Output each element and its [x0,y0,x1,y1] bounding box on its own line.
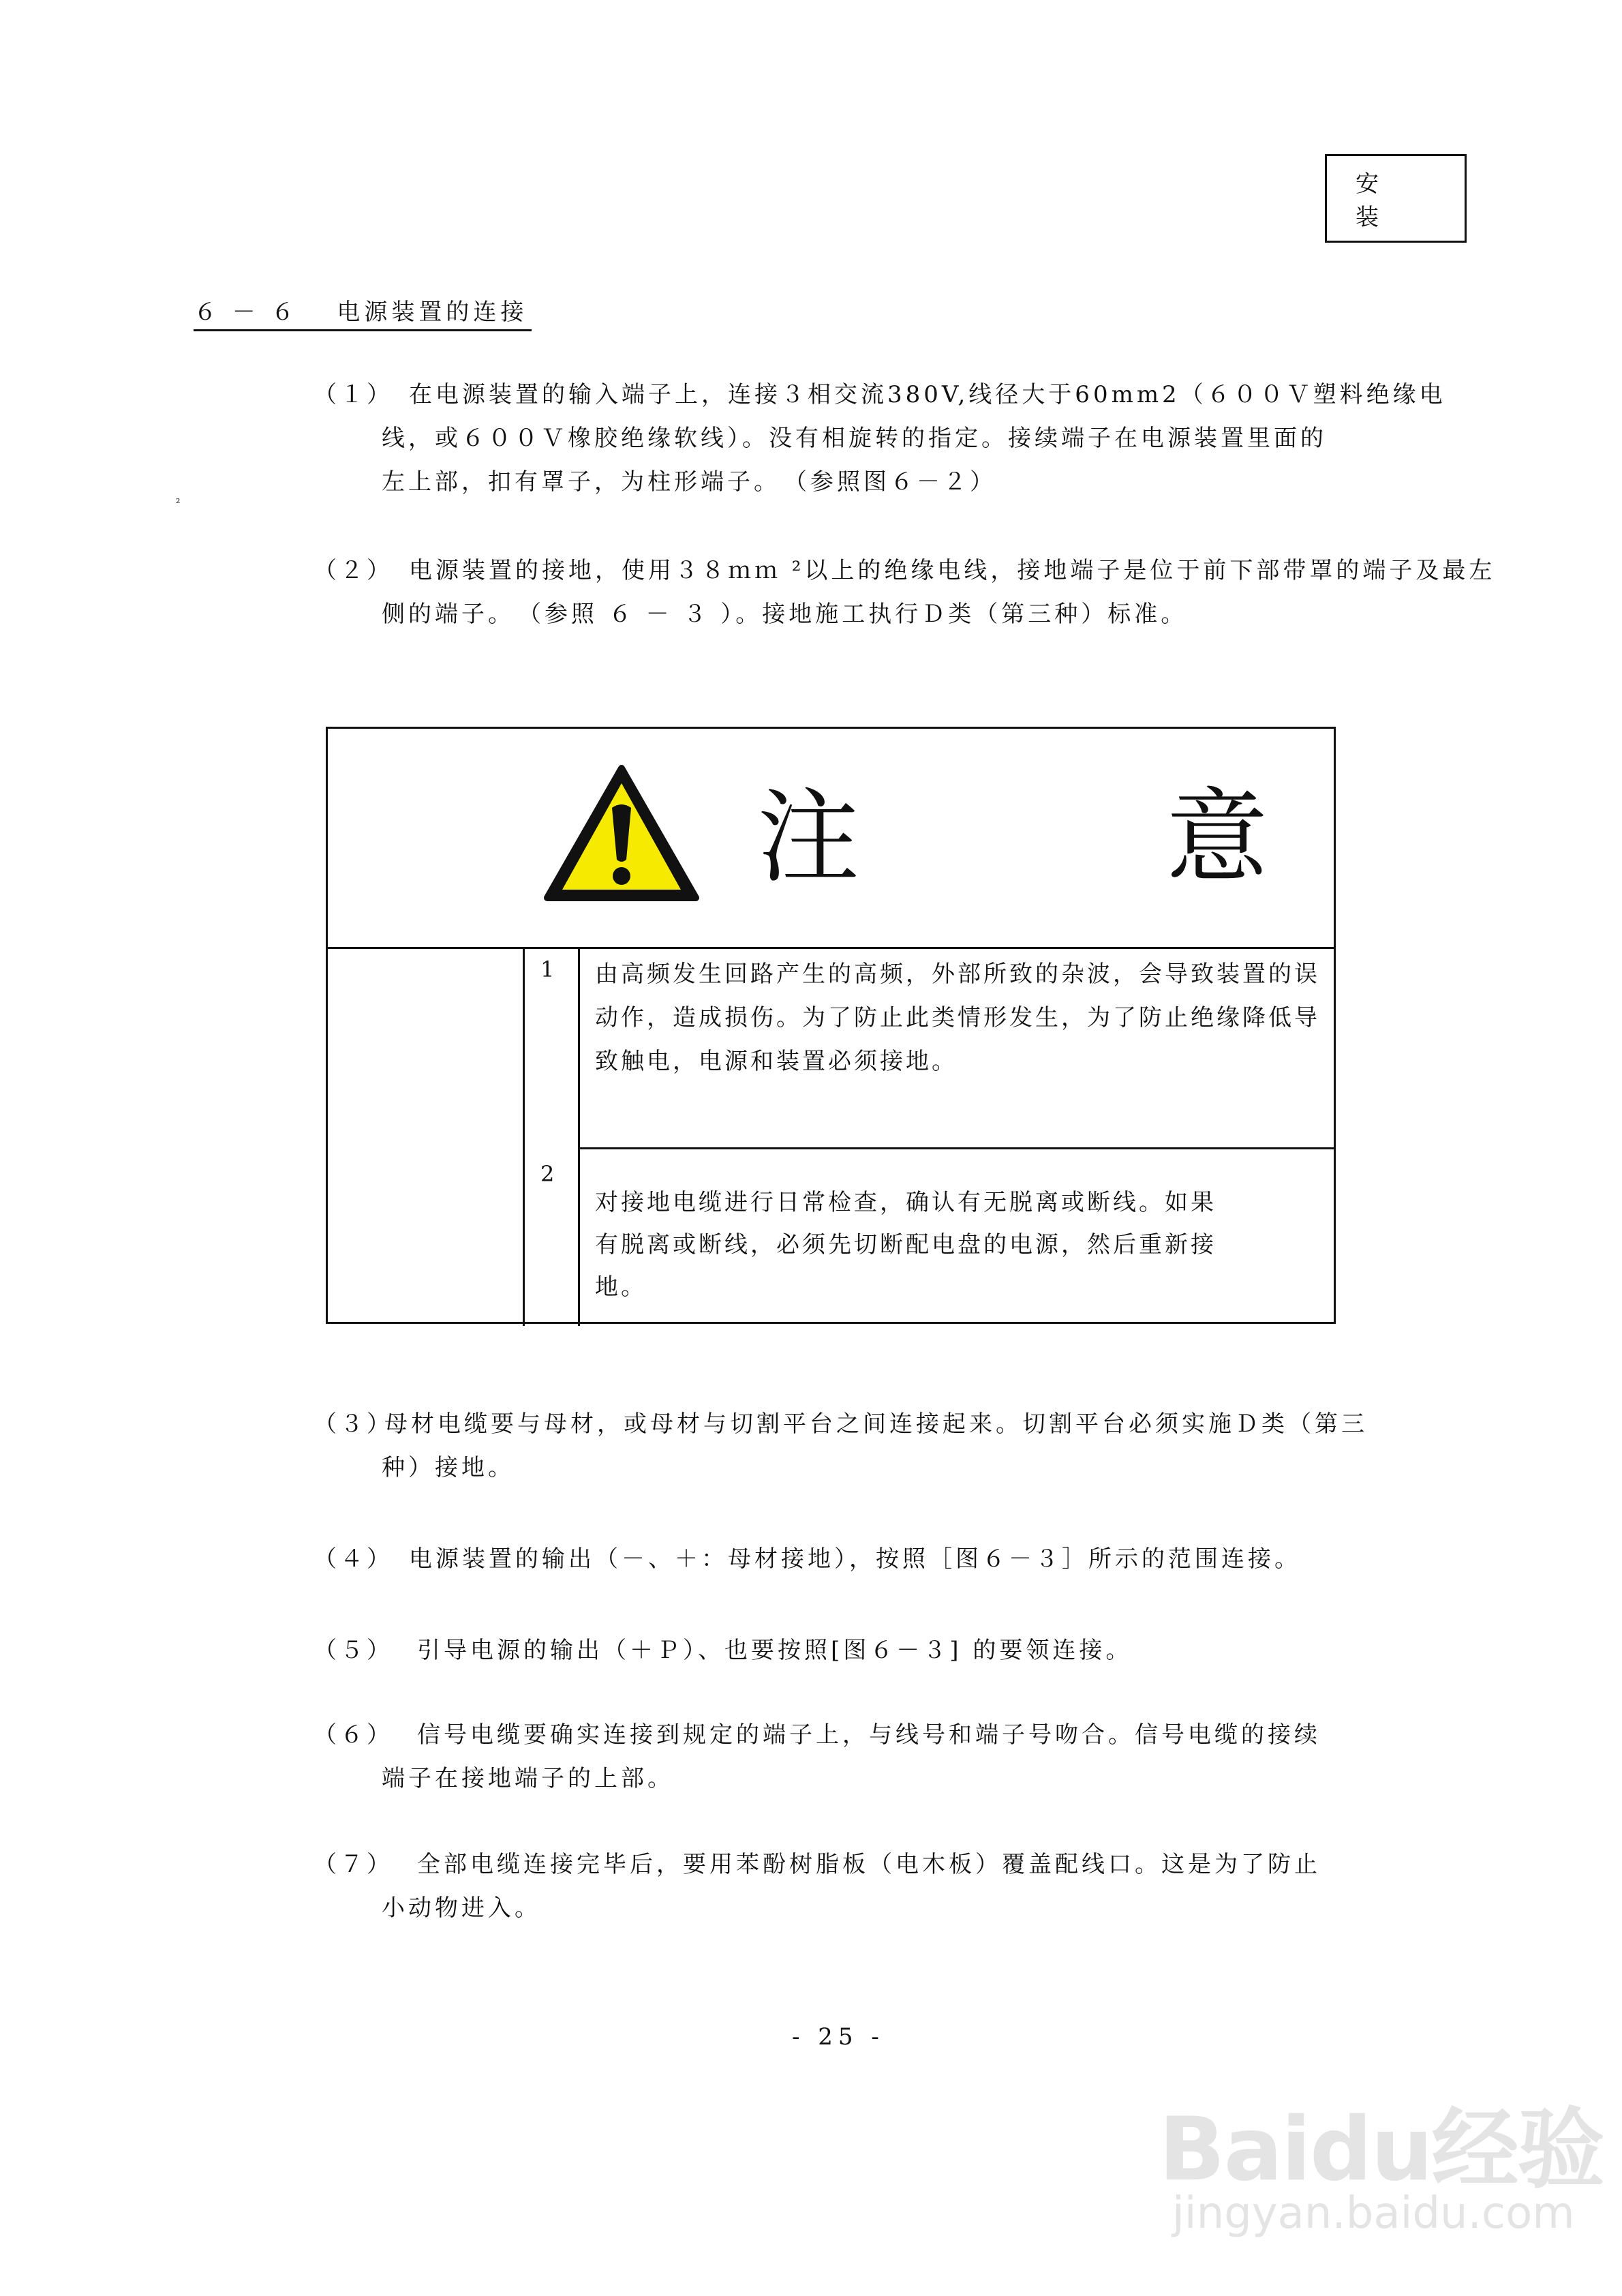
caution-line: 有脱离或断线，必须先切断配电盘的电源，然后重新接 [595,1231,1216,1258]
page-number: - 25 - [792,2023,885,2051]
table-divider [578,947,580,1326]
caution-title: 注 意 [757,779,1371,897]
caution-item-number: 2 [540,1161,555,1187]
caution-item-1 [595,952,1324,1083]
paragraph-line: 在电源装置的输入端子上，连接３相交流380V,线径大于60mm2（６００Ｖ塑料绝缘电 [409,381,1446,408]
watermark-logo: Baidu经验 [1159,2099,1604,2201]
paragraph-line: 电源装置的输出（－、＋：母材接地），按照［图６－３］所示的范围连接。 [409,1545,1301,1573]
paragraph-number: （２） [313,557,393,584]
paragraph-line: 引导电源的输出（＋Ｐ）、也要按照[图６－３] 的要领连接。 [417,1637,1133,1664]
caution-header [328,729,1371,949]
caution-line: 致触电，电源和装置必须接地。 [595,1048,958,1075]
paragraph-number: （４） [313,1545,393,1573]
paragraph-line: 种）接地。 [382,1454,515,1481]
table-divider [523,947,525,1326]
paragraph-line: 端子在接地端子的上部。 [382,1765,674,1792]
paragraph-number: （１） [313,381,393,408]
paragraph-line: 左上部，扣有罩子，为柱形端子。 （参照图６－２） [382,468,996,496]
header-box: 安 装 [1325,154,1467,243]
caution-line: 对接地电缆进行日常检查，确认有无脱离或断线。如果 [595,1189,1216,1216]
stray-mark: ² [176,496,181,509]
paragraph-line: 信号电缆要确实连接到规定的端子上，与线号和端子号吻合。信号电缆的接续 [417,1721,1321,1749]
paragraph-line: 侧的端子。 （参照 ６ － ３ ）。接地施工执行Ｄ类（第三种）标准。 [382,601,1188,628]
paragraph-number: （６） [313,1721,393,1749]
paragraph-line: 全部电缆连接完毕后，要用苯酚树脂板（电木板）覆盖配线口。这是为了防止 [417,1851,1321,1878]
paragraph-number: （５） [313,1637,393,1664]
baidu-watermark [1145,2072,1604,2270]
warning-icon [542,763,701,906]
table-divider [578,1147,1336,1149]
paragraph-number: （３） [313,1410,393,1438]
paragraph-line: 电源装置的接地，使用３８ｍｍ ²以上的绝缘电线，接地端子是位于前下部带罩的端子及最左 [409,557,1496,584]
caution-line: 由高频发生回路产生的高频，外部所致的杂波，会导致装置的误 [595,961,1320,988]
caution-item-2 [595,1181,1324,1308]
section-title: ６ － ６ 电源装置的连接 [194,293,532,331]
watermark-url: jingyan.baidu.com [1172,2188,1575,2239]
paragraph-line: 小动物进入。 [382,1894,541,1922]
caution-table [326,727,1371,1324]
paragraph-line: 母材电缆要与母材，或母材与切割平台之间连接起来。切割平台必须实施Ｄ类（第三 [384,1410,1368,1438]
caution-line: 地。 [595,1273,647,1301]
paragraph-number: （７） [313,1851,393,1878]
caution-line: 动作，造成损伤。为了防止此类情形发生，为了防止绝缘降低导 [595,1004,1320,1031]
caution-item-number: 1 [540,956,555,982]
paragraph-line: 线，或６００Ｖ橡胶绝缘软线）。没有相旋转的指定。接续端子在电源装置里面的 [382,425,1327,452]
